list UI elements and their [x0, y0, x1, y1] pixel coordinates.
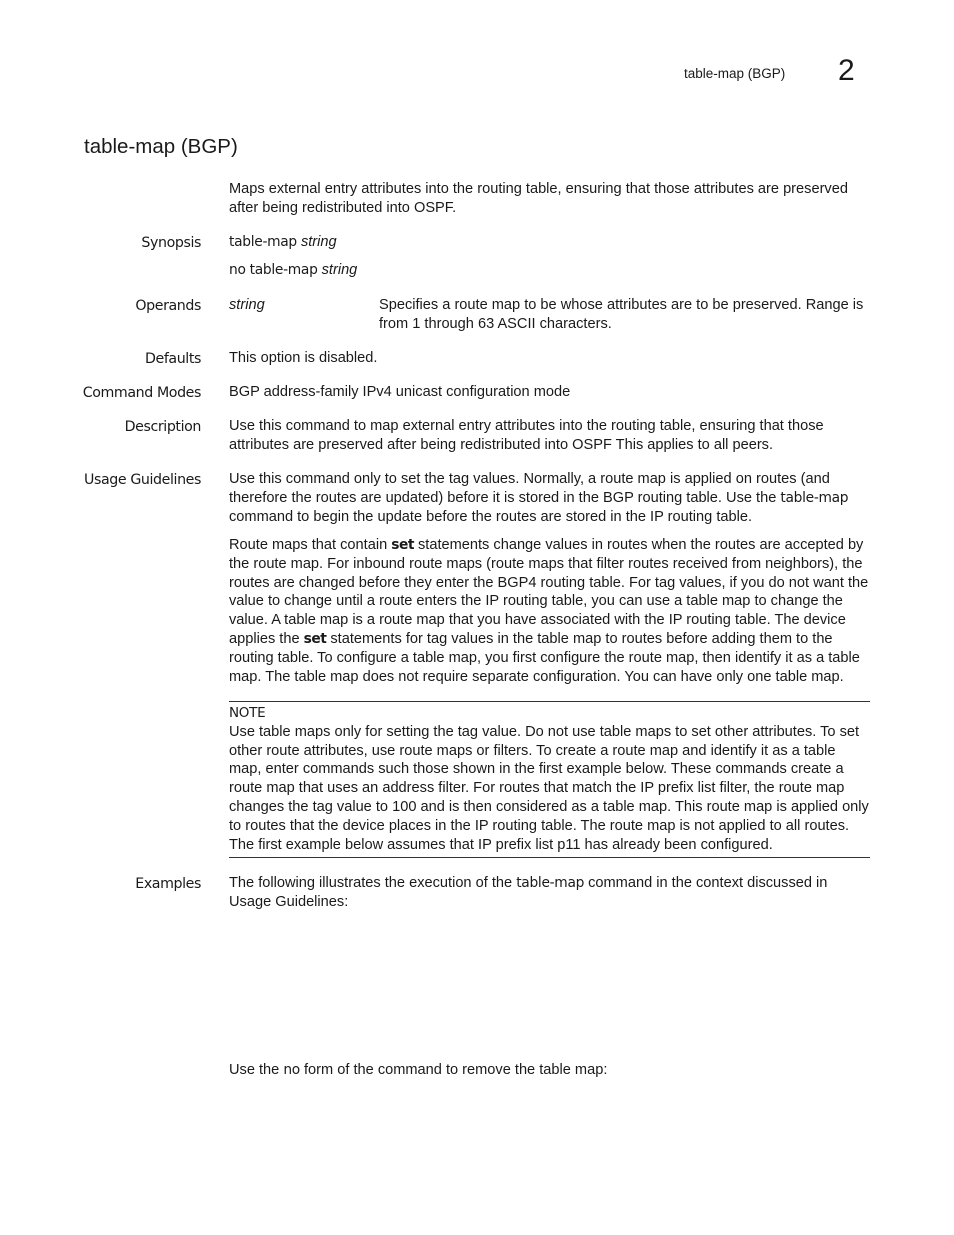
synopsis-no-argument: string [321, 262, 358, 278]
synopsis-line-1 [229, 233, 871, 252]
operand-description: Specifies a route map to be whose attributes are to be preserved. Range is from 1 through 63 ASCII characters. [379, 297, 864, 332]
usage-p1-text-b: command to begin the update before the routes are stored in the IP routing table. [229, 508, 753, 525]
usage-paragraph-2 [229, 536, 871, 686]
synopsis-command: table-map [229, 234, 297, 250]
usage-p2-set-keyword-1: set [391, 537, 414, 553]
synopsis-label: Synopsis [141, 235, 201, 251]
examples-p1-command: table-map [516, 875, 585, 891]
synopsis-no-command: no table-map [229, 262, 318, 278]
examples-p2-text-a: Use the [229, 1062, 284, 1078]
examples-paragraph-2 [229, 1061, 871, 1080]
usage-p2-text-a: Route maps that contain [229, 537, 392, 553]
synopsis-argument: string [300, 234, 337, 250]
page-title: table-map (BGP) [84, 135, 238, 158]
examples-p1-text-a: The following illustrates the execution of the [229, 875, 517, 891]
examples-paragraph-1 [229, 874, 871, 912]
description-label: Description [124, 419, 201, 435]
chapter-number: 2 [838, 54, 855, 87]
note-block [229, 704, 871, 854]
intro-paragraph: Maps external entry attributes into the routing table, ensuring that those attributes are preserved after being redistributed into OSPF. [229, 181, 848, 216]
command-modes-label: Command Modes [82, 385, 201, 401]
usage-p1-text-a: Use this command only to set the tag values. Normally, a route map is applied on routes (and therefore the routes are updated) before it is stored in the BGP routing table. Use the [229, 471, 830, 506]
examples-p2-command: no [283, 1062, 300, 1078]
note-text: Use table maps only for setting the tag value. Do not use table maps to set other attributes. To set other route attributes, use route maps or filters. To create a route map and identify it as a table map, enter commands such those shown in the first example below. These commands create a route map that uses an address filter. For routes that match the IP prefix list filter, the route map changes the tag value to 100 and is then considered as a table map. This route map is applied only to routes that the device places in the IP routing table. The route map is not applied to all routes. The first example below assumes that IP prefix list p11 has already been configured. [229, 723, 869, 853]
command-modes-text: BGP address-family IPv4 unicast configuration mode [229, 384, 571, 400]
running-header-title: table-map (BGP) [684, 66, 786, 81]
examples-p2-text-b: form of the command to remove the table map: [299, 1062, 608, 1078]
note-label: NOTE [229, 705, 266, 721]
examples-label: Examples [135, 876, 201, 892]
usage-p1-command: table-map [780, 489, 849, 506]
usage-guidelines-label: Usage Guidelines [84, 472, 201, 488]
operands-label: Operands [135, 298, 201, 314]
note-bottom-rule [229, 857, 870, 858]
description-text: Use this command to map external entry attributes into the routing table, ensuring that those attributes are preserved after being redistributed into OSPF This applies to all peers. [229, 418, 824, 453]
usage-p2-text-b: statements change values in routes when the routes are accepted by the route map. For inbound route maps (route maps that filter routes received from neighbors), the routes are changed before they enter the BGP4 routing table. For tag values, if you do not want the value to change until a route enters the IP routing table, you can use a table map to change the value. A table map is a route map that you have associated with the IP routing table. The device applies the [229, 537, 869, 647]
operand-name: string [229, 297, 265, 313]
defaults-text: This option is disabled. [229, 350, 378, 366]
examples-p1-text-b: command in the context discussed in Usage Guidelines: [229, 875, 828, 910]
usage-p2-set-keyword-2: set [303, 630, 327, 647]
note-top-rule [229, 701, 870, 702]
synopsis-line-2 [229, 261, 871, 280]
defaults-label: Defaults [144, 351, 201, 367]
usage-p2-text-c: statements for tag values in the table map to routes before adding them to the routing table. To configure a table map, you first configure the route map, then identify it as a table map. The table map does not require separate configuration. You can have only one table map. [229, 630, 860, 685]
usage-paragraph-1 [229, 470, 871, 526]
